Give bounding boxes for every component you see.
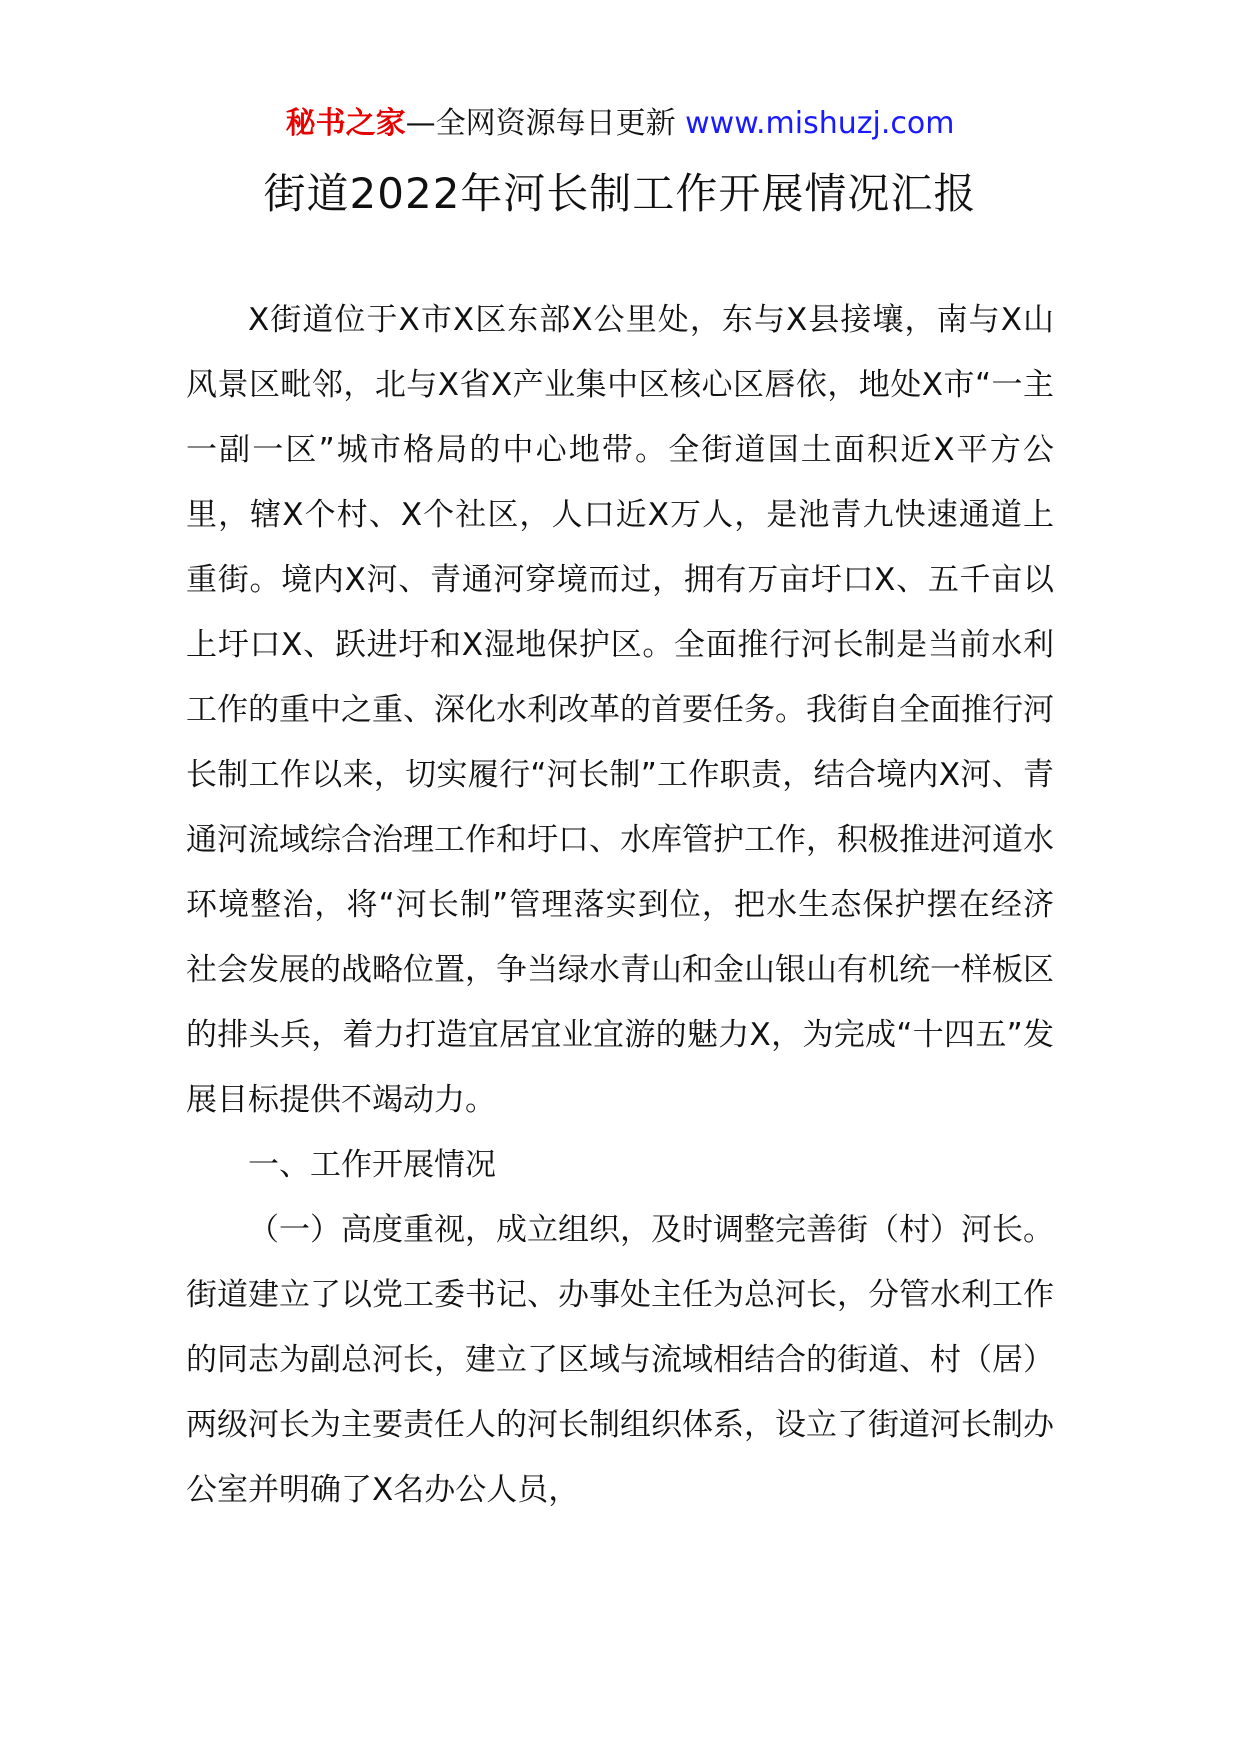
intro-paragraph: X街道位于X市X区东部X公里处，东与X县接壤，南与X山风景区毗邻，北与X省X产业集中区核心区唇依，地处X市“一主一副一区”城市格局的中心地带。全街道国土面积近X平方公里，辖X个村、X个社区，人口近X万人，是池青九快速通道上重街。境内X河、青通河穿境而过，拥有万亩圩口X、五千亩以上圩口X、跃进圩和X湿地保护区。全面推行河长制是当前水利工作的重中之重、深化水利改革的首要任务。我街自全面推行河长制工作以来，切实履行“河长制”工作职责，结合境内X河、青通河流域综合治理工作和圩口、水库管护工作，积极推进河道水环境整治，将“河长制”管理落实到位，把水生态保护摆在经济社会发展的战略位置，争当绿水青山和金山银山有机统一样板区的排头兵，着力打造宜居宜业宜游的魅力X，为完成“十四五”发展目标提供不竭动力。 — [186, 302, 1054, 1118]
section-heading: 一、工作开展情况 — [248, 1147, 496, 1183]
section-paragraph: （一）高度重视，成立组织，及时调整完善街（村）河长。街道建立了以党工委书记、办事处主任为总河长，分管水利工作的同志为副总河长，建立了区域与流域相结合的街道、村（居）两级河长为主要责任人的河长制组织体系，设立了街道河长制办公室并明确了X名办公人员， — [186, 1212, 1054, 1508]
header-slogan: —全网资源每日更新 — [405, 106, 676, 141]
document-title: 街道2022年河长制工作开展情况汇报 — [263, 169, 977, 218]
brand-name: 秘书之家 — [285, 106, 406, 141]
site-header — [0, 100, 1240, 148]
document-body — [186, 288, 1054, 1523]
site-url-link[interactable]: www.mishuzj.com — [685, 106, 955, 141]
